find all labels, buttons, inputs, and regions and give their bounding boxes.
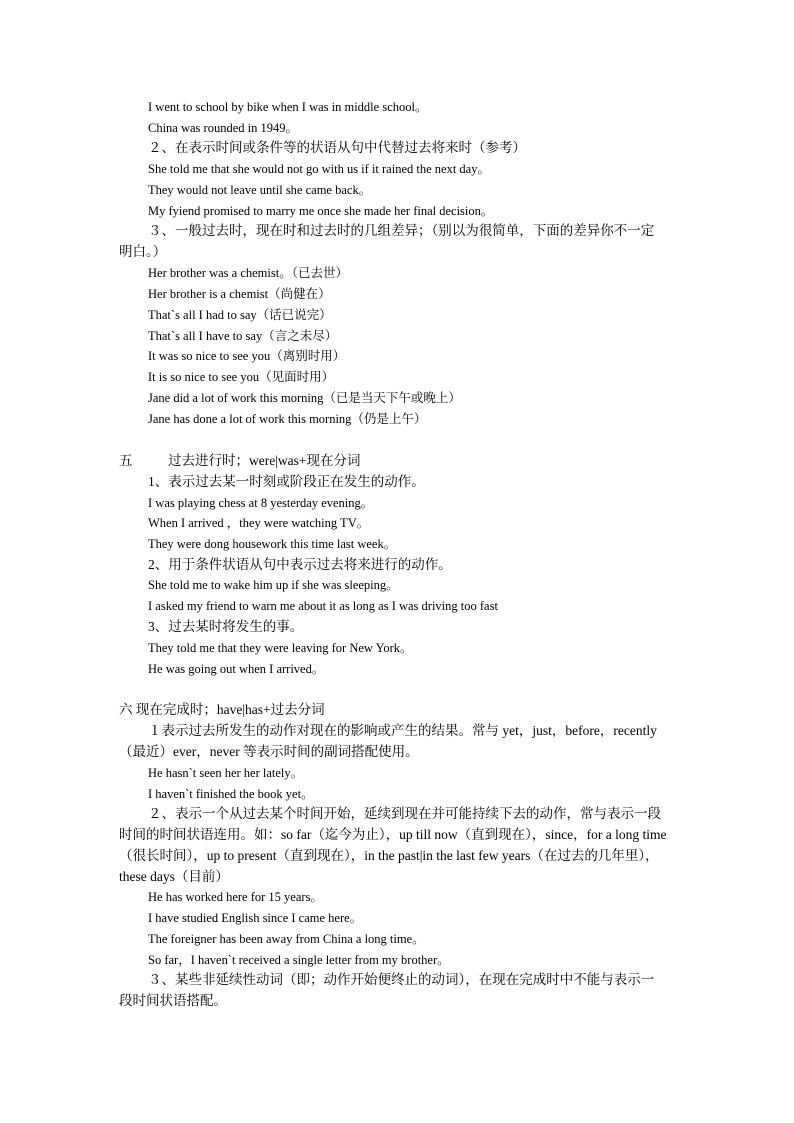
text-line: It is so nice to see you（见面时用） [148, 370, 335, 384]
text-line: ２、表示一个从过去某个时间开始，延续到现在并可能持续下去的动作，常与表示一段 [148, 806, 661, 821]
section-heading: 六 现在完成时；have|has+过去分词 [119, 702, 325, 717]
text-line: That`s all I had to say（话已说完） [148, 308, 332, 322]
text-line: I asked my friend to warn me about it as long as I was driving too fast [148, 599, 498, 613]
text-line: these days（目前） [119, 869, 229, 884]
text-line: Her brother was a chemist。（已去世） [148, 266, 348, 280]
section-heading: 过去进行时；were|was+现在分词 [168, 453, 361, 468]
text-line: They were dong housework this time last week。 [148, 537, 397, 551]
text-line: Her brother is a chemist（尚健在） [148, 287, 331, 301]
text-line: She told me that she would not go with us if it rained the next day。 [148, 162, 490, 176]
section-item-heading: 3、过去某时将发生的事。 [148, 619, 304, 634]
text-line: 段时间状语搭配。 [119, 993, 227, 1008]
text-line: That`s all I have to say（言之未尽） [148, 329, 338, 343]
text-line: My fyiend promised to marry me once she made her final decision。 [148, 204, 494, 218]
section-number: 五 [119, 453, 133, 468]
text-line: China was rounded in 1949。 [148, 121, 298, 135]
text-line: He has worked here for 15 years。 [148, 890, 323, 904]
text-line: Jane has done a lot of work this morning（仍是上午） [148, 412, 427, 426]
text-line: I was playing chess at 8 yesterday evening。 [148, 496, 374, 510]
section-item-heading: 1、表示过去某一时刻或阶段正在发生的动作。 [148, 474, 425, 489]
text-line: I have studied English since I came here。 [148, 911, 363, 925]
text-line: I went to school by bike when I was in middle school。 [148, 100, 428, 114]
text-line: 明白。） [119, 244, 167, 259]
text-line: So far，I haven`t received a single letter from my brother。 [148, 953, 450, 967]
text-line: When I arrived ，they were watching TV。 [148, 516, 370, 530]
text-line: He hasn`t seen her her lately。 [148, 766, 304, 780]
text-line: They would not leave until she came back。 [148, 183, 372, 197]
text-line: 时间的时间状语连用。如：so far（迄今为止），up till now（直到现在），since，for a long time [119, 827, 667, 842]
section-item-heading: ３、一般过去时，现在时和过去时的几组差异；（别以为很简单，下面的差异你不一定 [148, 223, 655, 238]
text-line: The foreigner has been away from China a long time。 [148, 932, 425, 946]
text-line: They told me that they were leaving for New York。 [148, 641, 413, 655]
text-line: １表示过去所发生的动作对现在的影响或产生的结果。常与 yet，just，before，recently [148, 723, 657, 738]
text-line: I haven`t finished the book yet。 [148, 787, 314, 801]
section-item-heading: ２、在表示时间或条件等的状语从句中代替过去将来时（参考） [148, 140, 526, 155]
text-line: It was so nice to see you（离别时用） [148, 349, 346, 363]
section-item-heading: ３、某些非延续性动词（即；动作开始便终止的动词），在现在完成时中不能与表示一 [148, 972, 655, 987]
text-line: She told me to wake him up if she was sleeping。 [148, 578, 399, 592]
text-line: （最近）ever，never 等表示时间的副词搭配使用。 [119, 744, 419, 759]
section-item-heading: 2、用于条件状语从句中表示过去将来进行的动作。 [148, 557, 452, 572]
text-line: （很长时间），up to present（直到现在），in the past|in the last few years（在过去的几年里）， [119, 848, 659, 863]
text-line: He was going out when I arrived。 [148, 662, 325, 676]
text-line: Jane did a lot of work this morning（已是当天下午或晚上） [148, 391, 461, 405]
